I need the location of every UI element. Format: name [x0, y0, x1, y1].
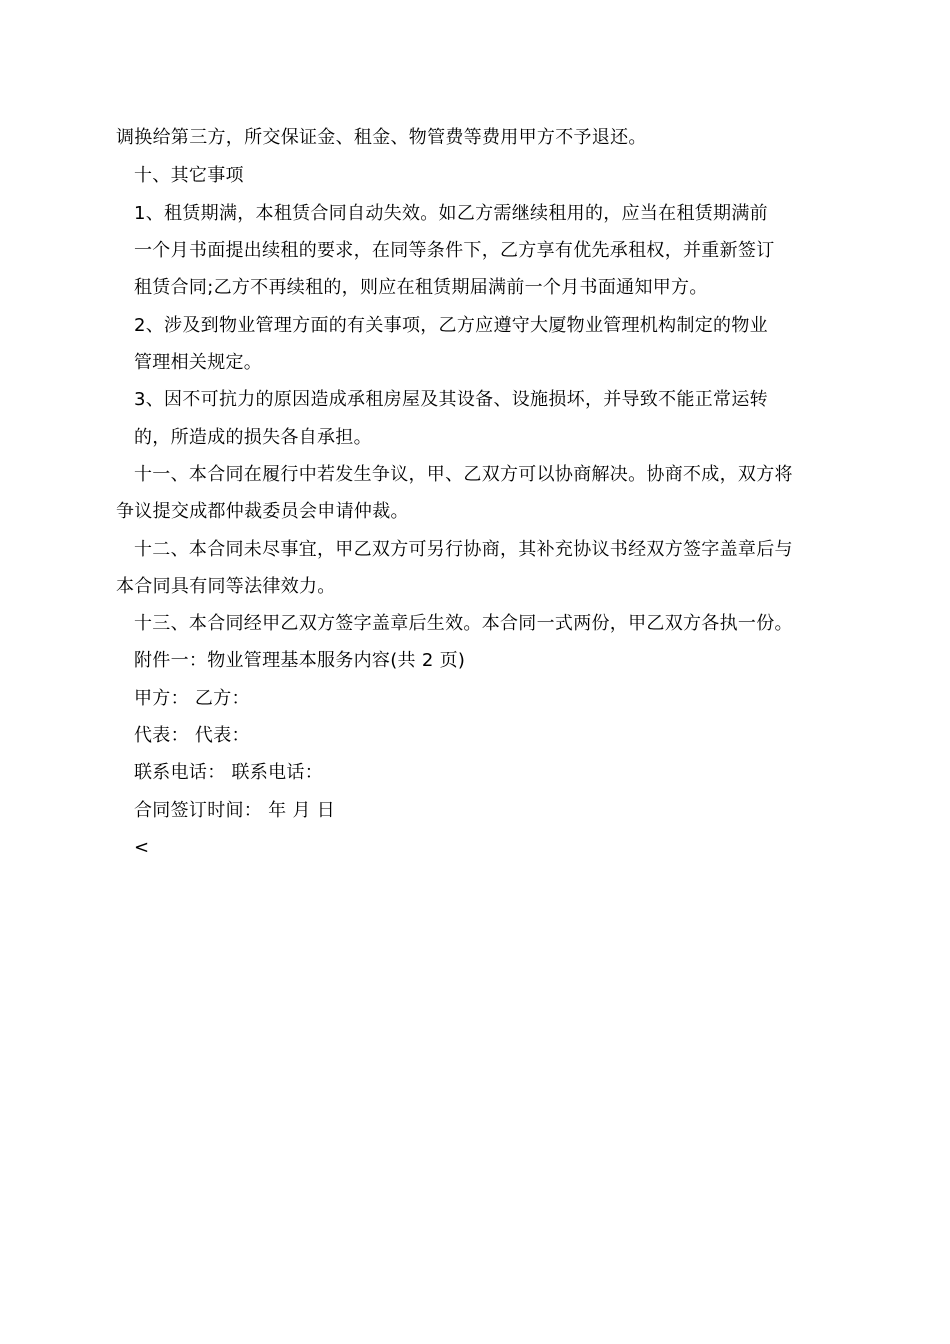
signing-date: 合同签订时间： 年 月 日 — [134, 800, 336, 821]
paragraph-line: 十二、本合同未尽事宜，甲乙双方可另行协商，其补充协议书经双方签字盖章后与 — [134, 539, 793, 560]
paragraph-line: 调换给第三方，所交保证金、租金、物管费等费用甲方不予退还。 — [116, 127, 647, 148]
stray-mark: < — [134, 837, 150, 858]
section-heading-other-matters: 十、其它事项 — [134, 165, 244, 186]
paragraph-line: 的，所造成的损失各自承担。 — [134, 427, 372, 448]
paragraph-line: 管理相关规定。 — [134, 352, 263, 373]
paragraph-line: 本合同具有同等法律效力。 — [116, 576, 336, 597]
signature-parties: 甲方： 乙方： — [134, 688, 250, 709]
signature-phones: 联系电话： 联系电话： — [134, 762, 324, 783]
paragraph-line: 1、租赁期满，本租赁合同自动失效。如乙方需继续租用的，应当在租赁期满前 — [134, 203, 768, 224]
signature-representatives: 代表： 代表： — [134, 725, 250, 746]
paragraph-line: 3、因不可抗力的原因造成承租房屋及其设备、设施损坏，并导致不能正常运转 — [134, 389, 768, 410]
paragraph-line: 租赁合同;乙方不再续租的，则应在租赁期届满前一个月书面通知甲方。 — [134, 277, 708, 298]
paragraph-line: 2、涉及到物业管理方面的有关事项，乙方应遵守大厦物业管理机构制定的物业 — [134, 315, 768, 336]
paragraph-line: 十三、本合同经甲乙双方签字盖章后生效。本合同一式两份，甲乙双方各执一份。 — [134, 613, 793, 634]
attachment-note: 附件一：物业管理基本服务内容(共 2 页) — [134, 650, 466, 671]
paragraph-line: 争议提交成都仲裁委员会申请仲裁。 — [116, 501, 409, 522]
paragraph-line: 一个月书面提出续租的要求，在同等条件下，乙方享有优先承租权，并重新签订 — [134, 240, 775, 261]
paragraph-line: 十一、本合同在履行中若发生争议，甲、乙双方可以协商解决。协商不成，双方将 — [134, 464, 793, 485]
